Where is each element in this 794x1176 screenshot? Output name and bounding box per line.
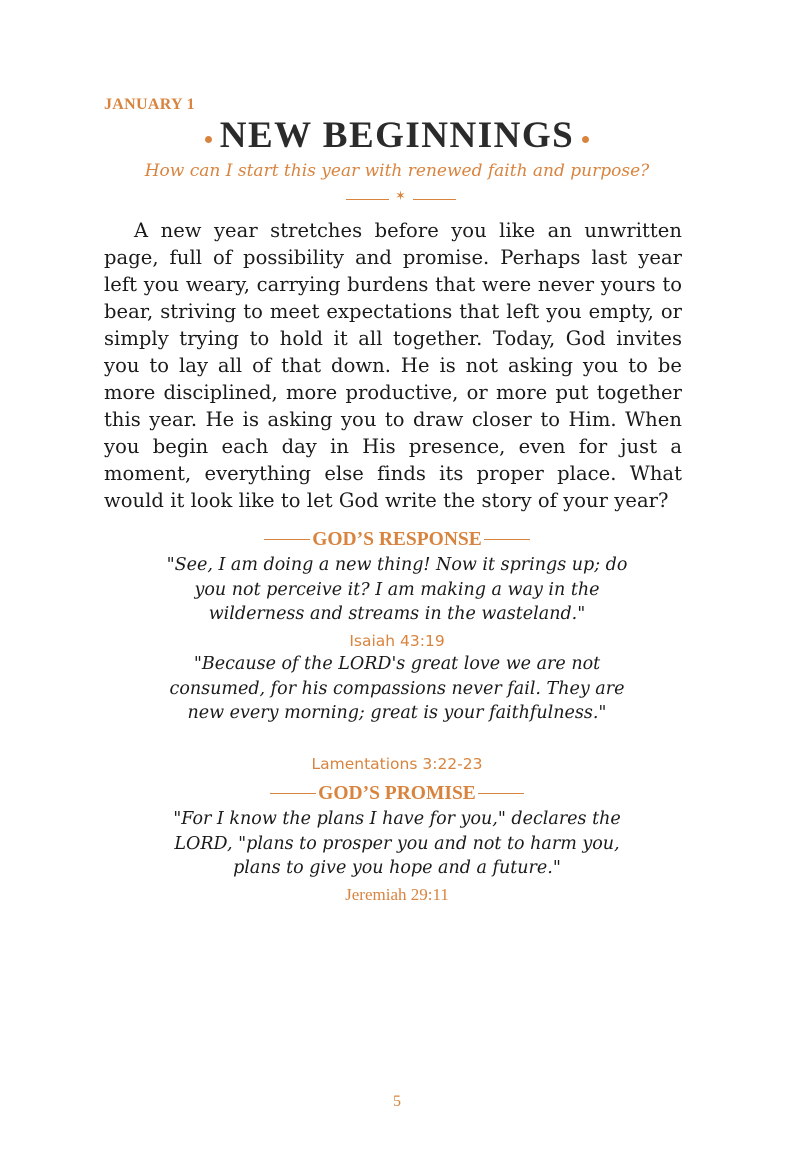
verse-reference: Isaiah 43:19 (349, 632, 445, 650)
page-subtitle: How can I start this year with renewed faith and purpose? (144, 161, 650, 181)
verse-text: "See, I am doing a new thing! Now it springs up; do you not perceive it? I am making a way in the wilderness and streams in the wasteland." (166, 555, 628, 624)
star-divider-icon: ✶ (346, 192, 456, 206)
heading-rule-right (478, 793, 524, 794)
right-dot-icon (582, 136, 589, 143)
title-row (0, 114, 794, 157)
responses-heading-label: GOD’S RESPONSE (312, 529, 482, 550)
heading-rule-right (484, 539, 530, 540)
page-title: NEW BEGINNINGS (219, 115, 575, 156)
responses-heading (0, 529, 794, 551)
page-number: 5 (393, 1093, 401, 1110)
promise-heading-label: GOD’S PROMISE (318, 783, 476, 804)
promise-heading (0, 783, 794, 805)
verse-reference: Lamentations 3:22-23 (311, 755, 483, 773)
left-dot-icon (205, 136, 212, 143)
promise-verse-reference: Jeremiah 29:11 (345, 885, 449, 904)
heading-rule-left (270, 793, 316, 794)
verse-text: "Because of the LORD's great love we are not consumed, for his compassions never fail. They are new every morning; great is your faithfulness." (169, 654, 625, 723)
entry-date: JANUARY 1 (104, 96, 195, 113)
heading-rule-left (264, 539, 310, 540)
devotional-body: A new year stretches before you like an unwritten page, full of possibility and promise. Perhaps last year left you weary, carrying burdens that were never yours to bear, striving to meet expectations that left you empty, or simply trying to hold it all together. Today, God invites you to lay all of that down. He is not asking you to be more disciplined, more productive, or more put together this year. He is asking you to draw closer to Him. When you begin each day in His presence, even for just a moment, everything else finds its proper place. What would it look like to let God write the story of your year? (104, 219, 682, 512)
promise-verse-text: "For I know the plans I have for you," declares the LORD, "plans to prosper you and not to harm you, plans to give you hope and a future." (173, 809, 621, 878)
